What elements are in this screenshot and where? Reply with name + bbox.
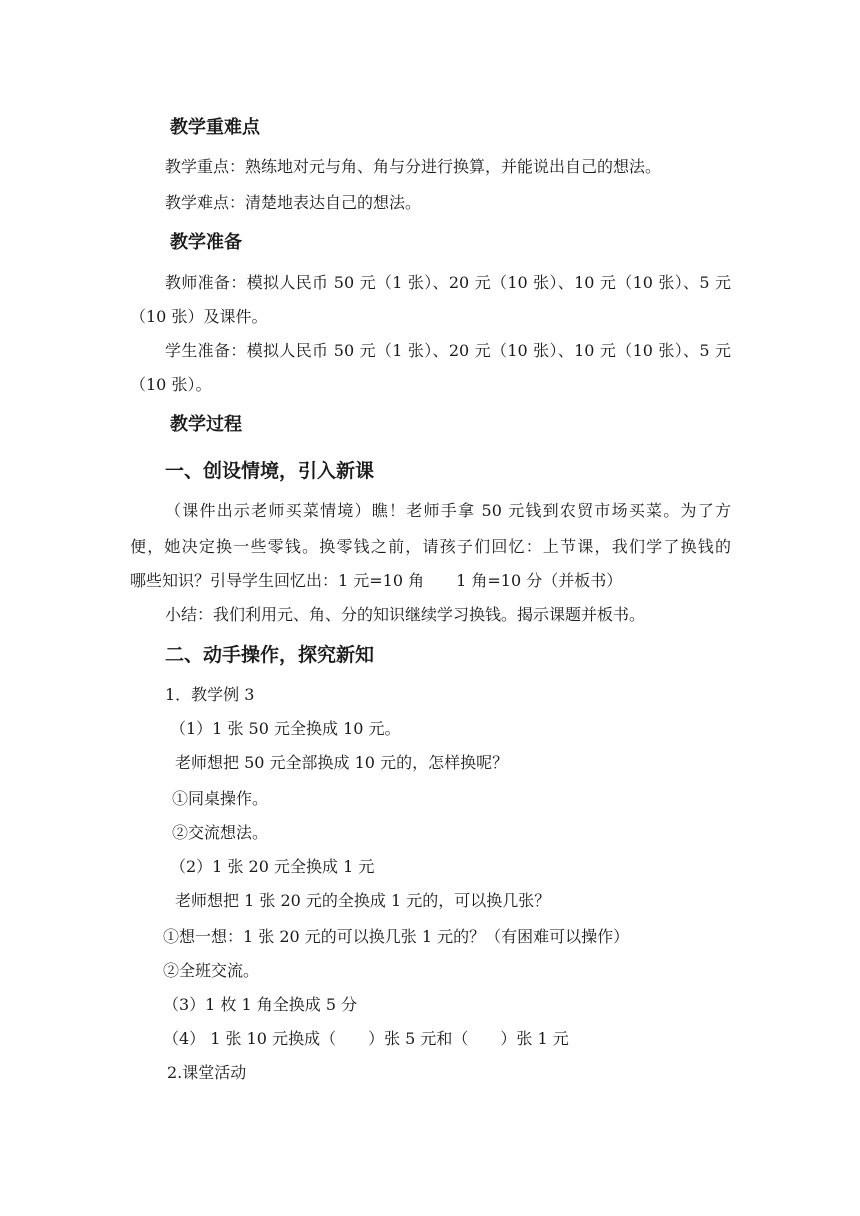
part1-title: 一、创设情境，引入新课	[165, 460, 375, 482]
example3-sub2-step2: ②全班交流。	[163, 961, 260, 980]
example3-sub1: （1）1 张 50 元全换成 10 元。	[170, 719, 401, 738]
part2-title: 二、动手操作，探究新知	[165, 644, 375, 666]
section-title-preparation: 教学准备	[170, 232, 242, 253]
classroom-activity-item: 2.课堂活动	[167, 1063, 247, 1082]
part1-paragraph-line1: （课件出示老师买菜情境）瞧！老师手拿 50 元钱到农贸市场买菜。为了方	[165, 501, 731, 520]
part1-summary: 小结：我们利用元、角、分的知识继续学习换钱。揭示课题并板书。	[165, 605, 646, 624]
teacher-preparation-line1: 教师准备：模拟人民币 50 元（1 张）、20 元（10 张）、10 元（10 张）、5 元	[165, 273, 731, 292]
teaching-difficulty: 教学难点：清楚地表达自己的想法。	[165, 193, 422, 212]
example3-sub1-step2: ②交流想法。	[172, 823, 269, 842]
student-preparation-line2: （10 张）。	[130, 375, 212, 394]
example3-sub3: （3）1 枚 1 角全换成 5 分	[163, 995, 358, 1014]
teacher-preparation-line2: （10 张）及课件。	[130, 307, 268, 326]
part1-paragraph-line2: 便，她决定换一些零钱。换零钱之前，请孩子们回忆：上节课，我们学了换钱的	[130, 537, 731, 556]
example3-sub2: （2）1 张 20 元全换成 1 元	[170, 857, 375, 876]
example3-sub2-step1: ①想一想：1 张 20 元的可以换几张 1 元的？（有困难可以操作）	[163, 927, 630, 946]
student-preparation-line1: 学生准备：模拟人民币 50 元（1 张）、20 元（10 张）、10 元（10 张）、5 元	[165, 341, 731, 360]
teaching-focus: 教学重点：熟练地对元与角、角与分进行换算，并能说出自己的想法。	[165, 157, 662, 176]
example3-sub4: （4） 1 张 10 元换成（ ）张 5 元和（ ）张 1 元	[163, 1029, 569, 1048]
example3-sub1-step1: ①同桌操作。	[172, 789, 269, 808]
section-title-process: 教学过程	[170, 414, 242, 435]
section-title-key-points: 教学重难点	[170, 117, 260, 138]
part1-paragraph-line3: 哪些知识？引导学生回忆出：1 元=10 角 1 角=10 分（并板书）	[130, 571, 623, 590]
example3-sub1-question: 老师想把 50 元全部换成 10 元的，怎样换呢？	[175, 753, 509, 772]
example3-item: 1．教学例 3	[165, 685, 255, 704]
example3-sub2-question: 老师想把 1 张 20 元的全换成 1 元的，可以换几张？	[175, 891, 551, 910]
